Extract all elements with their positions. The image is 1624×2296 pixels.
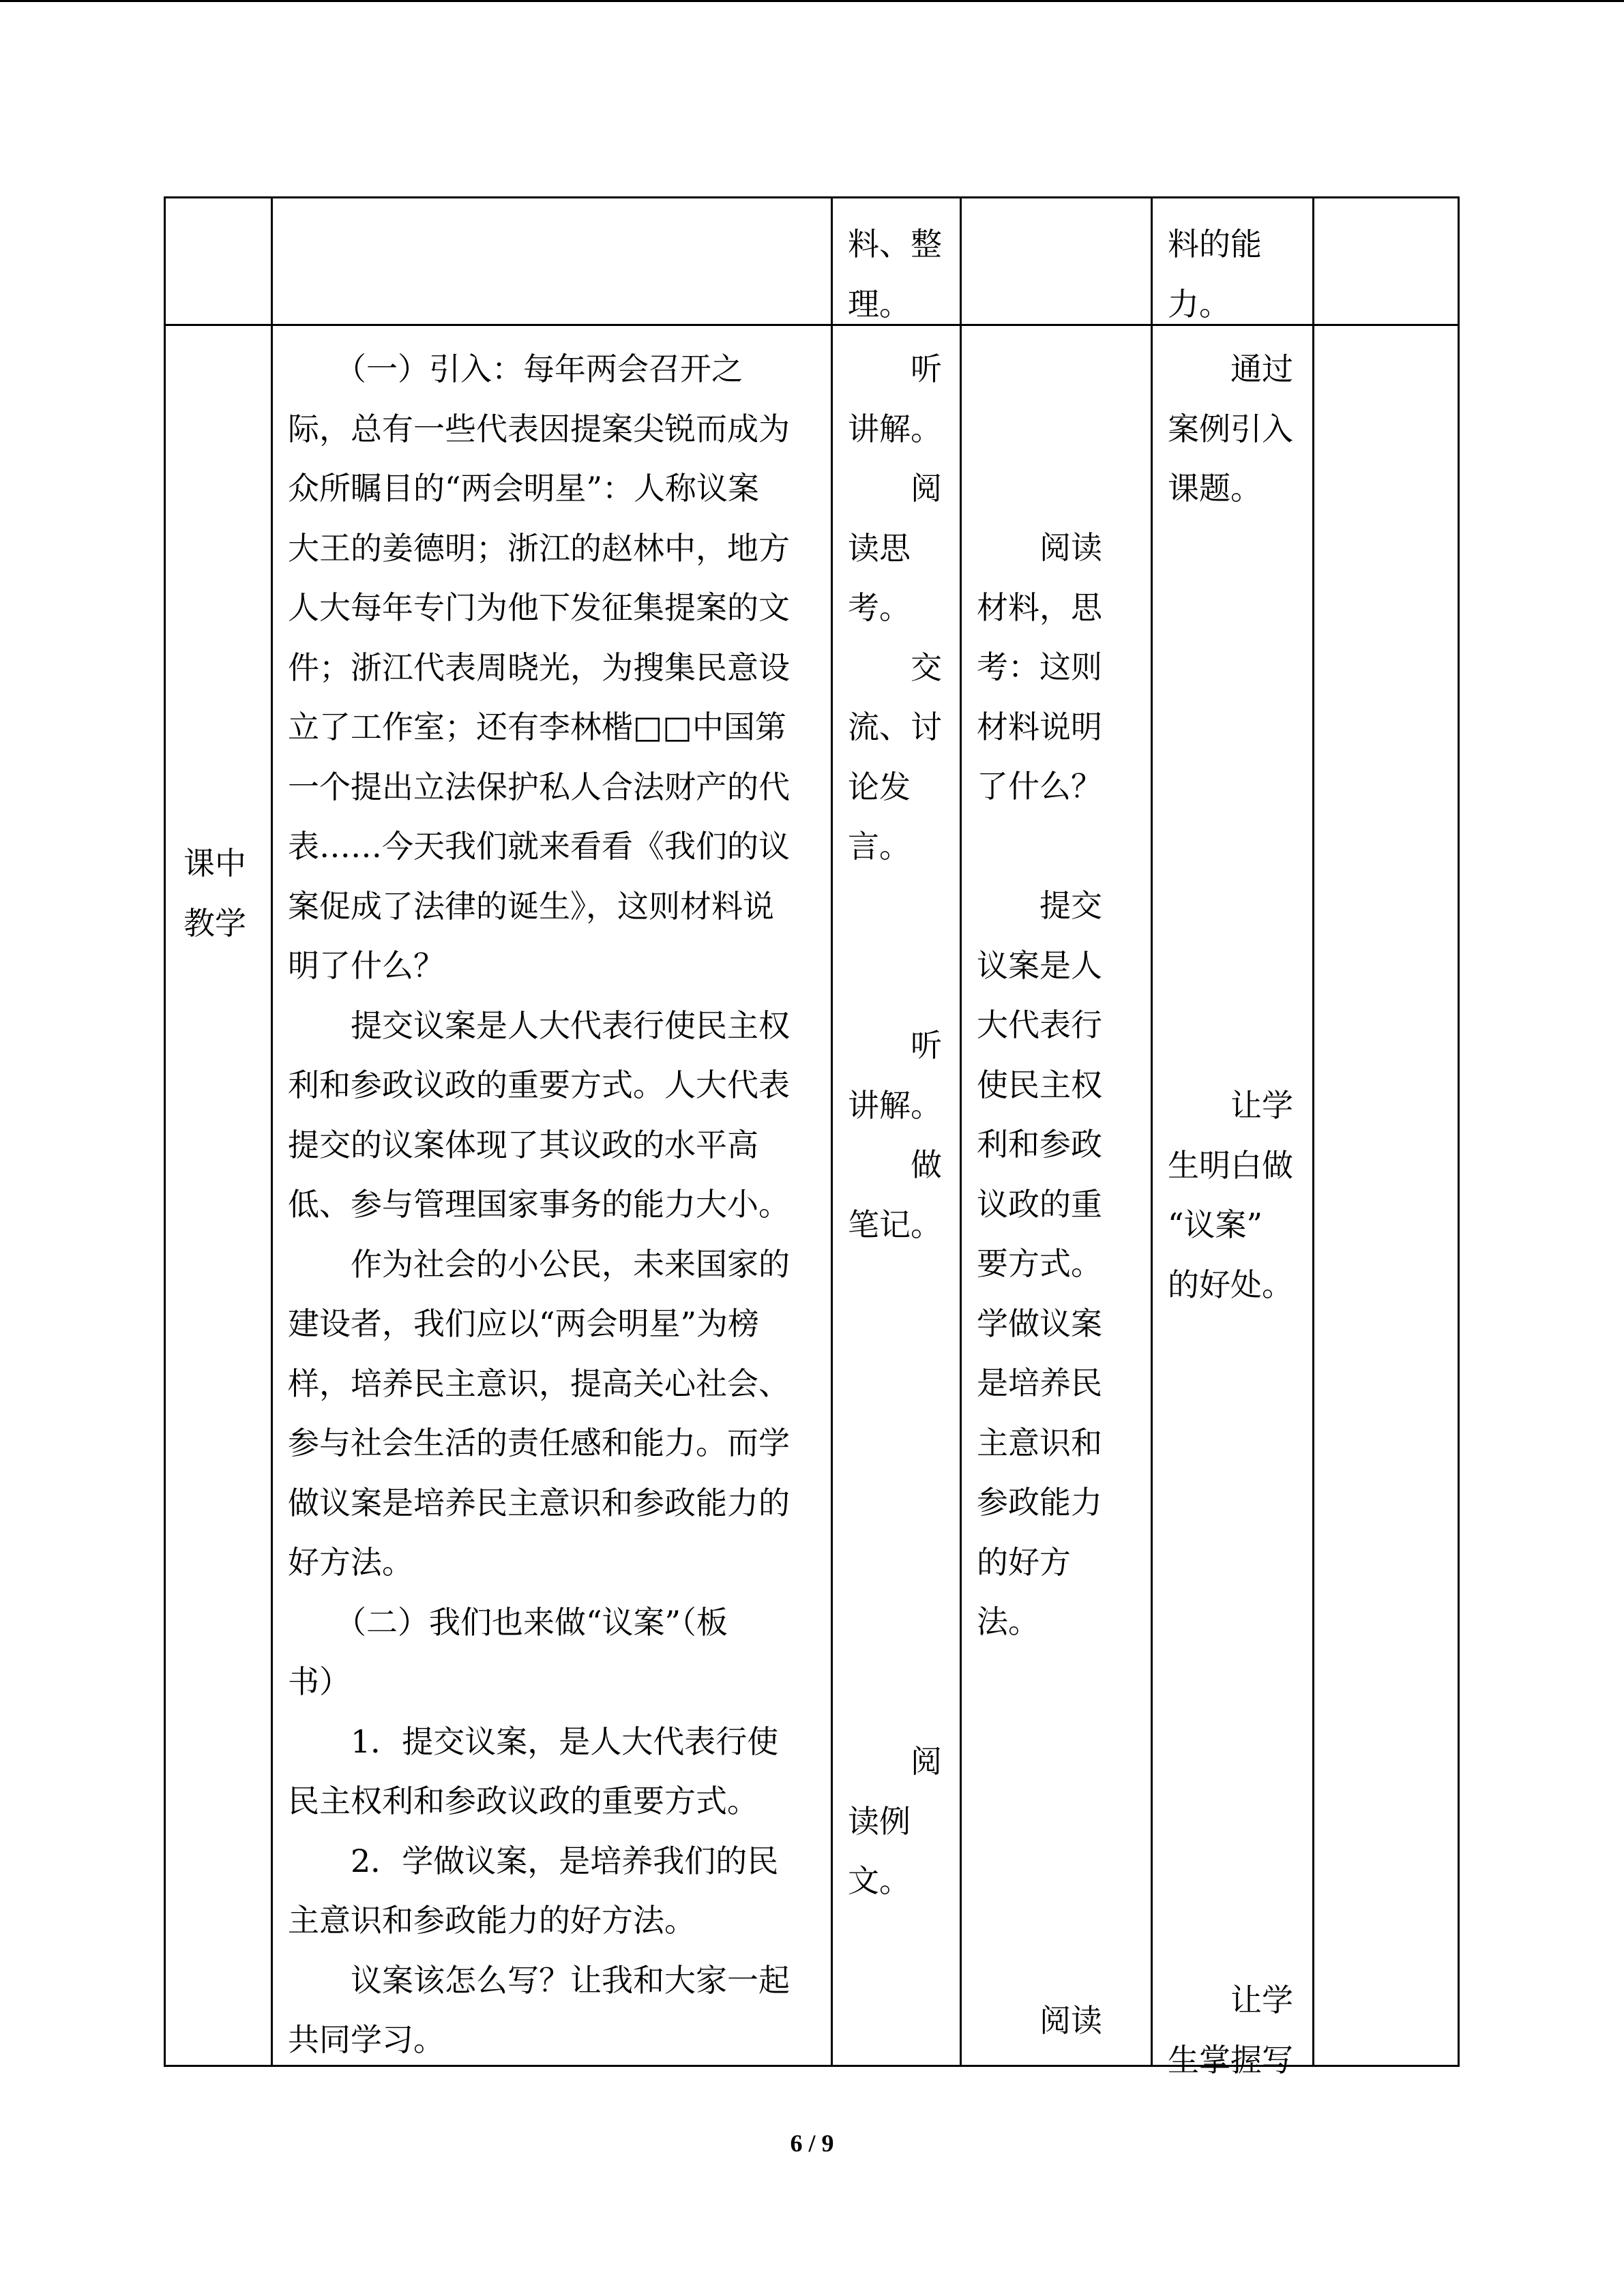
student-activity-text: 料、整 理。 [848,226,942,323]
table-cell [960,196,1153,326]
table-cell [1312,326,1460,2067]
page-number: 6 / 9 [790,2130,834,2157]
stage-label: 课中 教学 [183,845,246,942]
table-cell [164,326,273,2067]
student-activity-text: 听 讲解。 阅 读思 考。 交 流、讨 论发 言。 [848,351,942,865]
teaching-content-text: （一）引入：每年两会召开之 际，总有一些代表因提案尖锐而成为 众所瞩目的“两会明星”：人称议案 大王的姜德明；浙江的赵林中，地方 人大每年专门为他下发征集提案的文 件；浙江代表周晓光，为搜集民意设 立了工作室；还有李林楷□□中国第 一个提出立法保护私人合法财产的代 表……今天我们就来看看《我们的议 案促成了法律的诞生》，这则材料说 明了什么？ 提交议案是人大代表行使民主权 利和参政议政的重要方式。人大代表 提交的议案体现了其议政的水平高 低、参与管理国家事务的能力大小。 作为社会的小公民，未来国家的 建设者，我们应以“两会明星”为榜 样，培养民主意识，提高关心社会、 参与社会生活的责任感和能力。而学 做议案是培养民主意识和参政能力的 好方法。 （二）我们也来做“议案”（板 书） 1．提交议案，是人大代表行使 民主权利和参政议政的重要方式。 2．学做议案，是培养我们的民 主意识和参政能力的好方法。 议案该怎么写？让我和大家一起 共同学习。 [288,351,790,2058]
design-intent-text: 通过 案例引入 课题。 [1168,351,1293,507]
teacher-activity-text: 阅读 材料，思 考：这则 材料说明 了什么？ [977,529,1102,805]
design-intent-text: 料的能 力。 [1168,226,1262,323]
table-row [164,326,1460,2078]
student-activity-text: 阅 读例 文。 [848,1743,942,1899]
table-cell [1151,326,1314,2078]
design-intent-text: 让学 生明白做 “议案” 的好处。 [1168,1087,1293,1303]
table-cell [1151,196,1314,326]
lesson-plan-table [164,196,1460,2078]
top-border-line [0,0,1624,2]
teacher-activity-text: 阅读 [977,2002,1102,2039]
table-cell [831,196,962,326]
table-cell [960,326,1153,2067]
table-cell [164,196,273,326]
design-intent-text: 让学 生掌握写 [1168,1982,1293,2078]
table-cell [831,326,962,2067]
table-cell [1312,196,1460,326]
teacher-activity-text: 提交 议案是人 大代表行 使民主权 利和参政 议政的重 要方式。 学做议案 是培养民 主意识和 参政能力 的好方 法。 [977,887,1102,1640]
table-row [164,196,1460,326]
student-activity-text: 听 讲解。 做 笔记。 [848,1027,942,1243]
table-cell [271,326,833,2067]
table-cell [271,196,833,326]
